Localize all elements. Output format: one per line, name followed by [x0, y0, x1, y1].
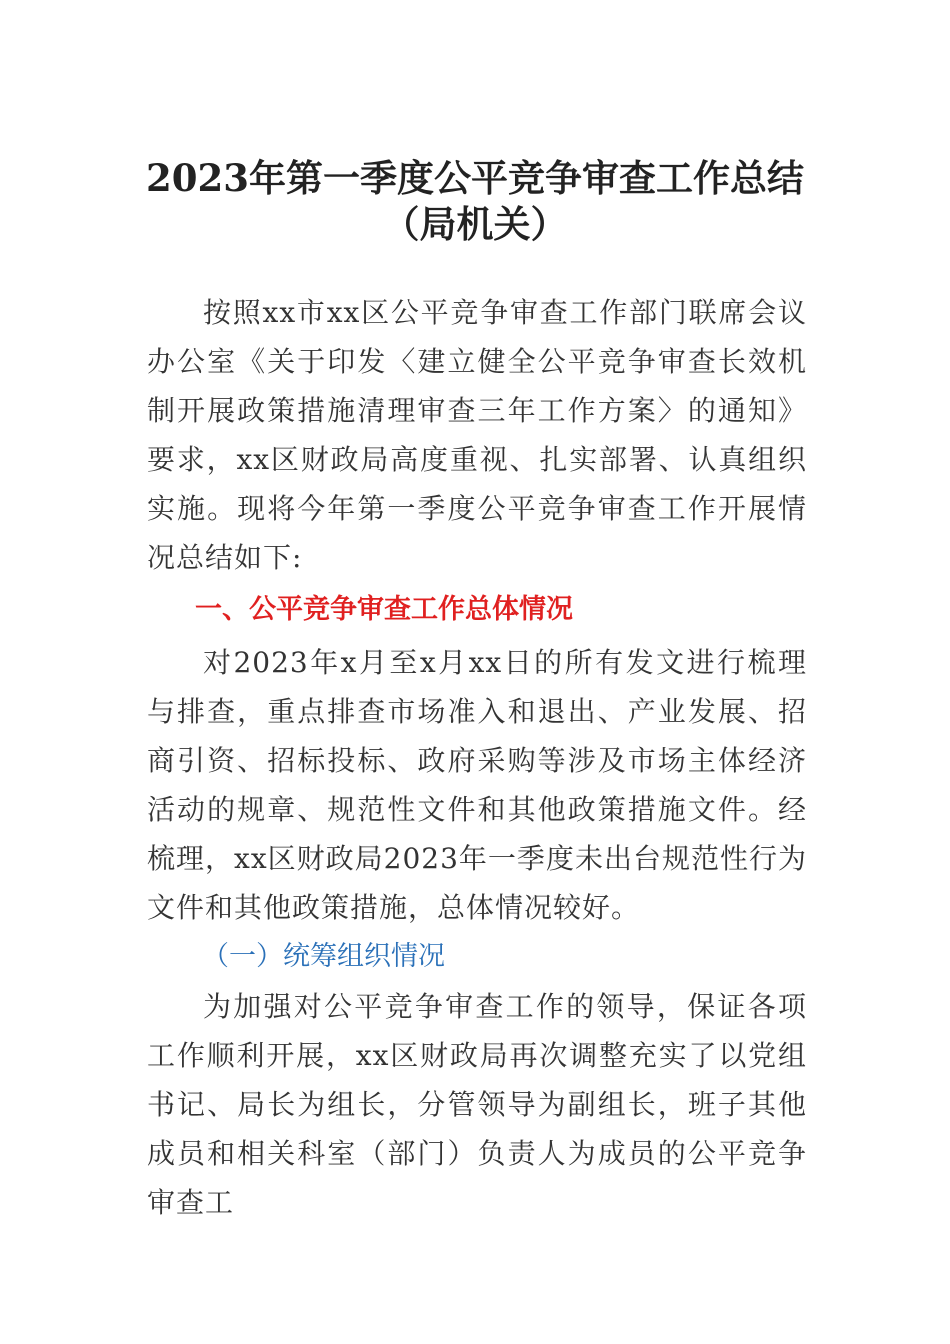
subsection-heading: （一）统筹组织情况 — [202, 941, 445, 972]
document-subtitle: （局机关） — [382, 202, 568, 246]
section-heading: 一、公平竞争审查工作总体情况 — [195, 594, 573, 625]
intro-paragraph: 按照xx市xx区公平竞争审查工作部门联席会议办公室《关于印发〈建立健全公平竞争审查长效机制开展政策措施清理审查三年工作方案〉的通知》要求，xx区财政局高度重视、扎实部署、认真组织实施。现将今年第一季度公平竞争审查工作开展情况总结如下: — [147, 296, 807, 574]
section-paragraph: 对2023年x月至x月xx日的所有发文进行梳理与排查，重点排查市场准入和退出、产业发展、招商引资、招标投标、政府采购等涉及市场主体经济活动的规章、规范性文件和其他政策措施文件。经梳理，xx区财政局2023年一季度未出台规范性行为文件和其他政策措施，总体情况较好。 — [147, 646, 807, 924]
subsection-paragraph: 为加强对公平竞争审查工作的领导，保证各项工作顺利开展，xx区财政局再次调整充实了以党组书记、局长为组长，分管领导为副组长，班子其他成员和相关科室（部门）负责人为成员的公平竞争审查工 — [147, 990, 807, 1219]
document-title: 2023年第一季度公平竞争审查工作总结 — [146, 156, 804, 200]
document-body — [147, 288, 807, 1227]
